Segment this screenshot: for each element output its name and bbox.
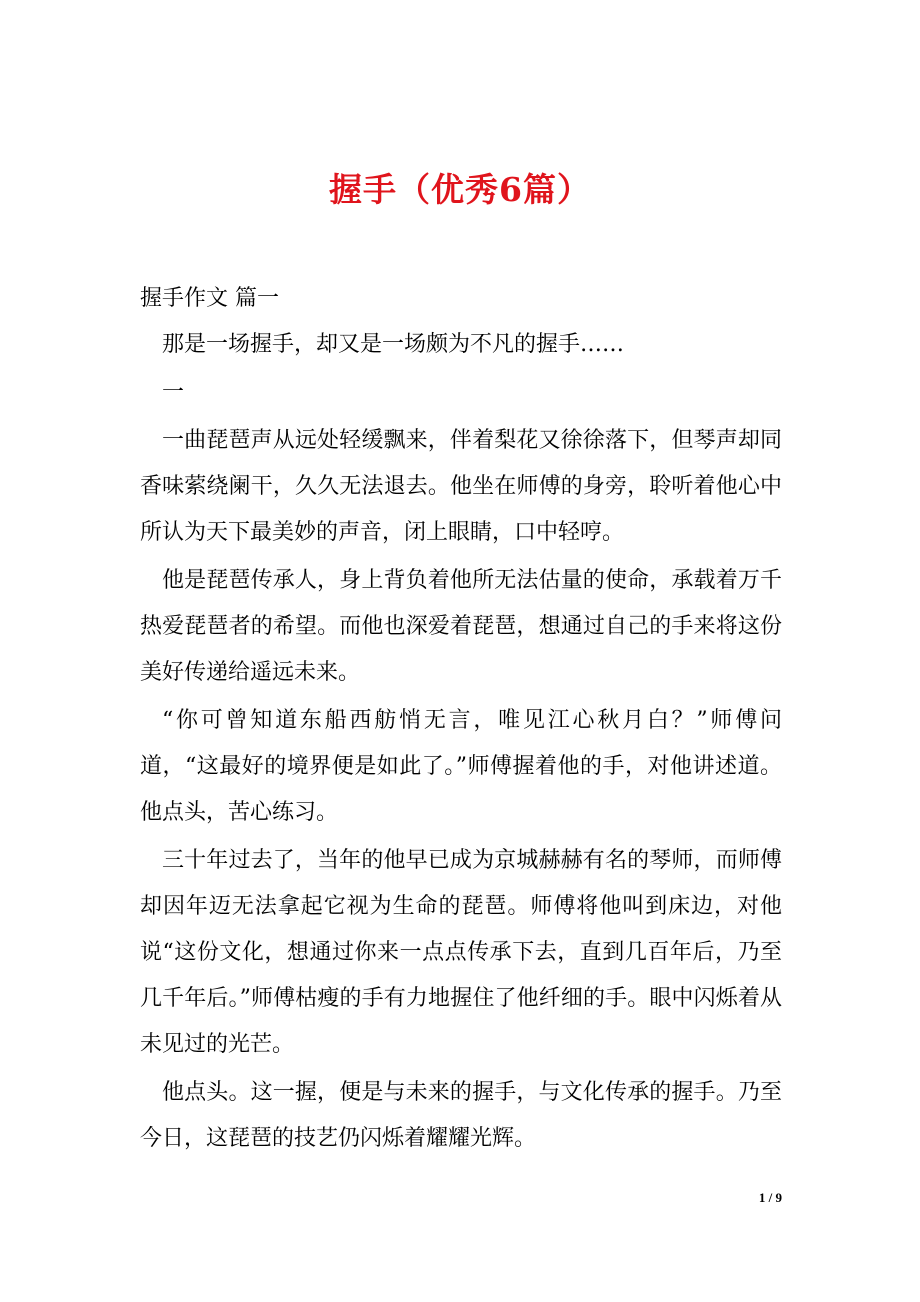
paragraph: 他是琵琶传承人，身上背负着他所无法估量的使命，承载着万千热爱琵琶者的希望。而他也深爱着琵琶，想通过自己的手来将这份美好传递给遥远未来。: [140, 568, 782, 685]
paragraph: 一曲琵琶声从远处轻缓飘来，伴着梨花又徐徐落下，但琴声却同香味萦绕阑干，久久无法退去。他坐在师傅的身旁，聆听着他心中所认为天下最美妙的声音，闭上眼睛，口中轻哼。: [140, 428, 782, 545]
document-title: 握手（优秀6篇）: [329, 170, 591, 210]
section-heading: 握手作文 篇一: [140, 286, 279, 311]
paragraph: “你可曾知道东船西舫悄无言，唯见江心秋月白？”师傅问道，“这最好的境界便是如此了。”师傅握着他的手，对他讲述道。他点头，苦心练习。: [140, 708, 782, 825]
paragraph: 他点头。这一握，便是与未来的握手，与文化传承的握手。乃至今日，这琵琶的技艺仍闪烁着耀耀光辉。: [140, 1080, 782, 1151]
page-number: 1 / 9: [758, 1190, 782, 1205]
document-body: [140, 276, 782, 1164]
paragraph: 三十年过去了，当年的他早已成为京城赫赫有名的琴师，而师傅却因年迈无法拿起它视为生命的琵琶。师傅将他叫到床边，对他说“这份文化，想通过你来一点点传承下去，直到几百年后，乃至几千年后。”师傅枯瘦的手有力地握住了他纤细的手。眼中闪烁着从未见过的光芒。: [140, 848, 782, 1057]
paragraph-intro: 那是一场握手，却又是一场颇为不凡的握手……: [162, 332, 625, 357]
paragraph-part-number: 一: [162, 380, 185, 405]
